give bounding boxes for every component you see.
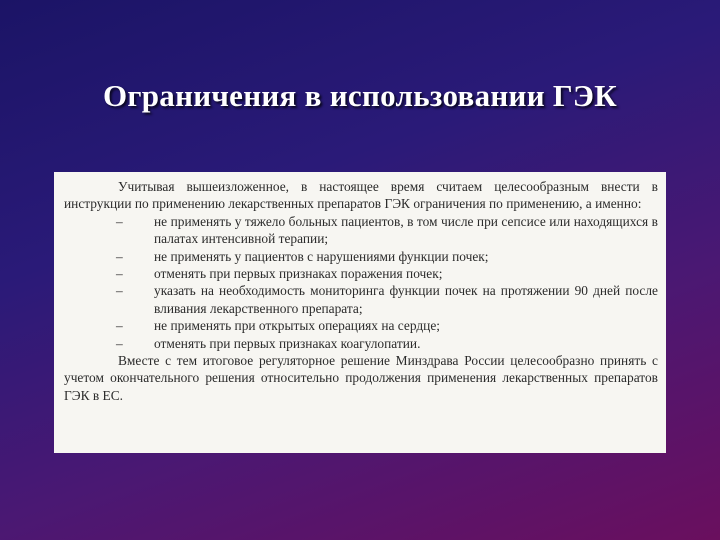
intro-paragraph: Учитывая вышеизложенное, в настоящее время считаем целесообразным внести в инструкции по применению лекарственных препаратов ГЭК ограничения по применению, а именно: [64,179,658,212]
conclusion-paragraph: Вместе с тем итоговое регуляторное решение Минздрава России целесообразно принять с учетом окончательного решения относительно продолжения применения лекарственных препаратов ГЭК в ЕС. [64,353,658,403]
list-item-text: указать на необходимость мониторинга функции почек на протяжении 90 дней после вливания лекарственного препарата; [154,283,658,316]
slide-title: Ограничения в использовании ГЭК [102,78,618,113]
dash-marker: – [116,248,123,264]
list-item [116,317,658,334]
restrictions-list [64,213,658,352]
list-item [116,265,658,282]
list-item-text: не применять у тяжело больных пациентов, в том числе при сепсисе или находящихся в палатах интенсивной терапии; [154,213,658,247]
list-item-text: отменять при первых признаках поражения почек; [154,266,443,282]
document-excerpt [54,172,666,453]
dash-marker: – [116,213,123,229]
list-item-text: отменять при первых признаках коагулопатии. [154,335,421,351]
list-item [116,335,658,352]
dash-marker: – [116,283,123,299]
list-item-text: не применять при открытых операциях на сердце; [154,318,441,334]
list-item-text: не применять у пациентов с нарушениями функции почек; [154,248,489,264]
dash-marker: – [116,335,123,351]
dash-marker: – [116,318,123,334]
dash-marker: – [116,266,123,282]
list-item [116,282,658,317]
list-item [116,248,658,265]
list-item [116,213,658,248]
